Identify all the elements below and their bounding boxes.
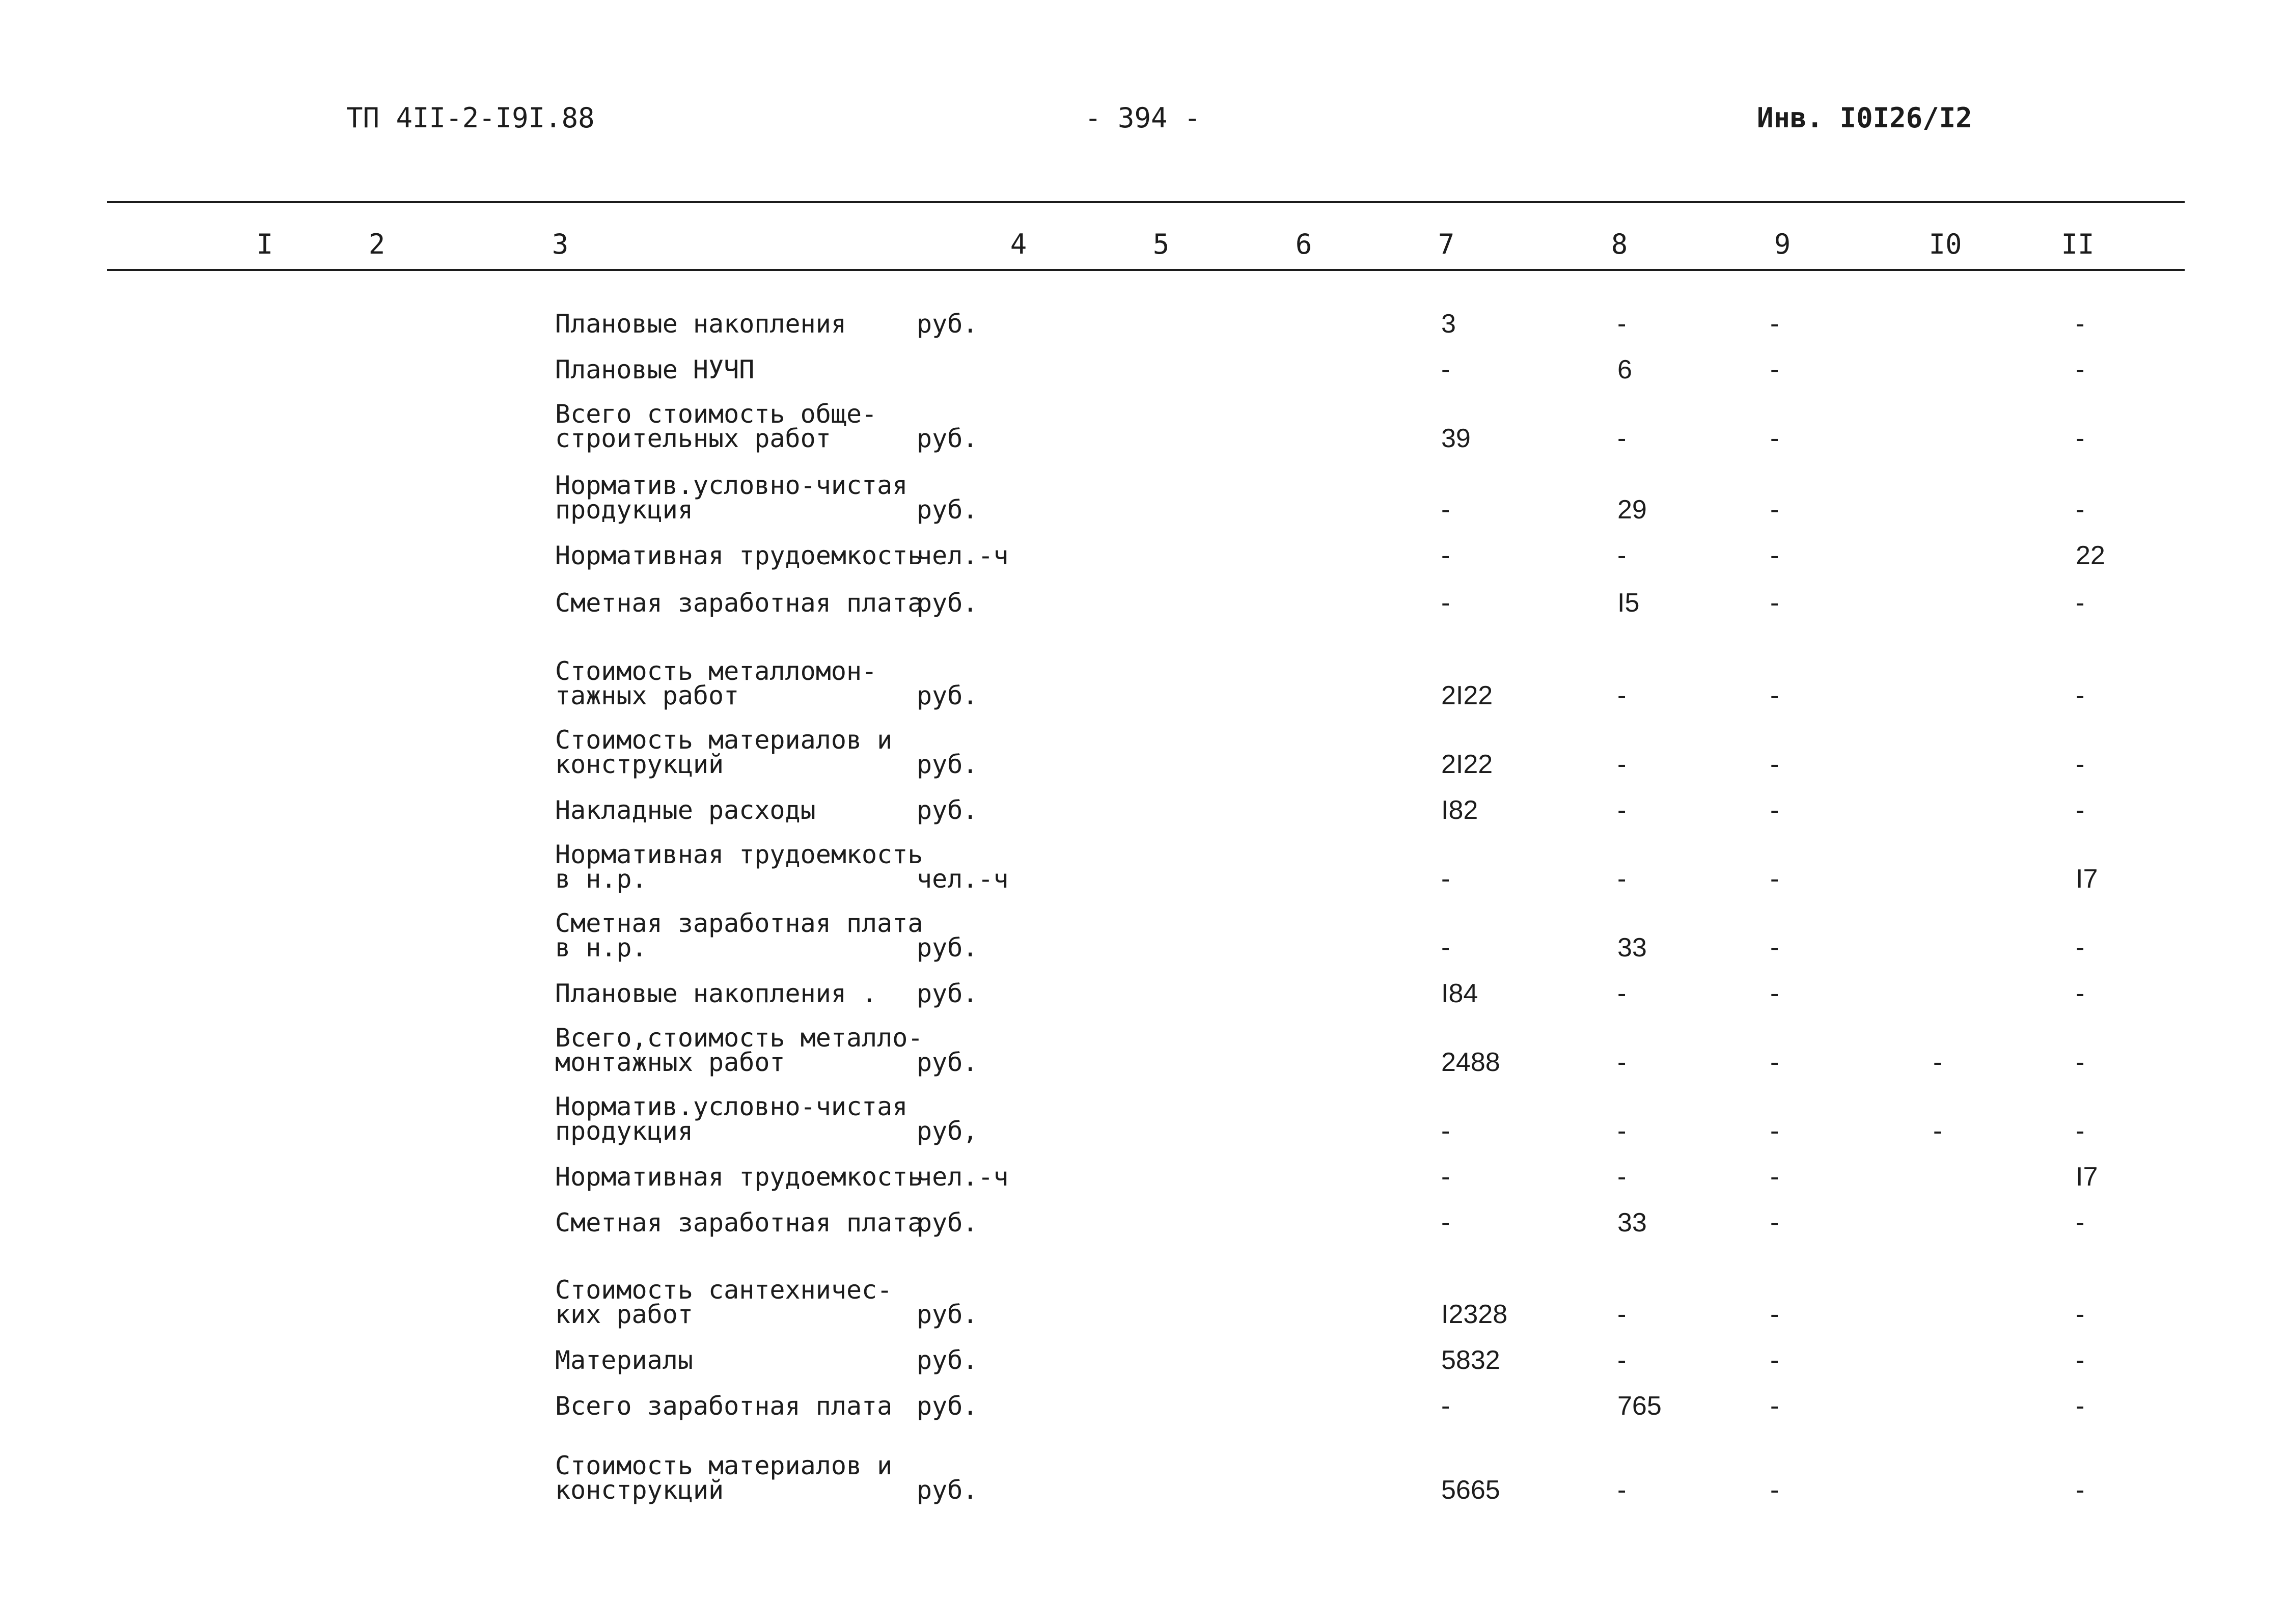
- row-unit: руб.: [917, 1345, 978, 1375]
- row-unit: руб.: [917, 979, 978, 1008]
- cell-col-8: -: [1617, 979, 1627, 1008]
- cell-col-8: -: [1617, 1475, 1627, 1505]
- table-row: [0, 751, 2285, 825]
- cell-col-11: -: [2076, 588, 2085, 618]
- row-label: Сметная заработная плата: [555, 588, 923, 618]
- cell-col-11: -: [2076, 309, 2085, 339]
- cell-col-7: -: [1441, 1391, 1450, 1421]
- table-row: [0, 934, 2285, 1006]
- cell-col-7: 5832: [1441, 1345, 1500, 1375]
- row-label: Стоимость металломон- тажных работ: [555, 656, 877, 710]
- cell-col-8: I5: [1617, 588, 1640, 618]
- row-label: Всего,стоимость металло- монтажных работ: [555, 1023, 923, 1077]
- table-top-rule: [107, 201, 2185, 203]
- row-label: Плановые накопления: [555, 309, 846, 339]
- cell-col-11: -: [2076, 1116, 2085, 1146]
- row-label: Стоимость материалов и конструкций: [555, 1451, 893, 1505]
- cell-col-9: -: [1770, 933, 1779, 962]
- cell-col-8: 33: [1617, 933, 1647, 962]
- cell-col-11: I7: [2076, 1162, 2098, 1192]
- cell-col-9: -: [1770, 864, 1779, 894]
- cell-col-11: -: [2076, 1345, 2085, 1375]
- cell-col-9: -: [1770, 1300, 1779, 1329]
- cell-col-8: -: [1617, 795, 1627, 825]
- page-number: - 394 -: [1085, 102, 1201, 134]
- cell-col-10: -: [1933, 1116, 1942, 1146]
- column-header-11: II: [2061, 228, 2095, 260]
- document-code: ТП 4II-2-I9I.88: [346, 102, 595, 134]
- cell-col-8: -: [1617, 1162, 1627, 1192]
- cell-col-9: -: [1770, 1391, 1779, 1421]
- cell-col-9: -: [1770, 1208, 1779, 1237]
- cell-col-8: -: [1617, 1300, 1627, 1329]
- row-label: Всего стоимость обще- строительных работ: [555, 399, 877, 453]
- cell-col-8: -: [1617, 1048, 1627, 1077]
- column-header-1: I: [256, 228, 273, 260]
- row-unit: руб.: [917, 1475, 978, 1505]
- cell-col-7: I84: [1441, 979, 1478, 1008]
- cell-col-9: -: [1770, 1116, 1779, 1146]
- row-label: Норматив.условно-чистая продукция: [555, 471, 908, 525]
- cell-col-9: -: [1770, 424, 1779, 453]
- column-header-2: 2: [368, 228, 386, 260]
- cell-col-7: -: [1441, 495, 1450, 525]
- cell-col-7: 39: [1441, 424, 1471, 453]
- cell-col-9: -: [1770, 1345, 1779, 1375]
- cell-col-9: -: [1770, 541, 1779, 570]
- cell-col-7: -: [1441, 355, 1450, 384]
- cell-col-7: I2328: [1441, 1300, 1508, 1329]
- cell-col-7: -: [1441, 1162, 1450, 1192]
- row-label: Накладные расходы: [555, 795, 816, 825]
- row-unit: руб.: [917, 309, 978, 339]
- table-row: [0, 379, 2285, 451]
- cell-col-7: 5665: [1441, 1475, 1500, 1505]
- table-row: [0, 541, 2285, 618]
- row-label: Сметная заработная плата: [555, 1208, 923, 1237]
- cell-col-9: -: [1770, 979, 1779, 1008]
- cell-col-9: -: [1770, 1162, 1779, 1192]
- cell-col-8: -: [1617, 1116, 1627, 1146]
- cell-col-10: -: [1933, 1048, 1942, 1077]
- row-label: Стоимость сантехничес- ких работ: [555, 1275, 893, 1329]
- cell-col-8: 29: [1617, 495, 1647, 525]
- column-header-5: 5: [1152, 228, 1170, 260]
- row-unit: чел.-ч: [917, 541, 1009, 570]
- cell-col-9: -: [1770, 750, 1779, 779]
- table-row: [0, 1003, 2285, 1075]
- row-label: Норматив.условно-чистая продукция: [555, 1092, 908, 1146]
- row-unit: руб.: [917, 1208, 978, 1237]
- row-unit: руб.: [917, 795, 978, 825]
- cell-col-11: -: [2076, 1475, 2085, 1505]
- cell-col-7: -: [1441, 541, 1450, 570]
- row-label: Нормативная трудоемкость: [555, 1162, 923, 1192]
- column-header-8: 8: [1611, 228, 1628, 260]
- cell-col-8: -: [1617, 1345, 1627, 1375]
- cell-col-7: 2I22: [1441, 750, 1493, 779]
- cell-col-11: -: [2076, 1048, 2085, 1077]
- cell-col-8: -: [1617, 864, 1627, 894]
- row-unit: руб.: [917, 1048, 978, 1077]
- row-label: Сметная заработная плата в н.р.: [555, 909, 923, 962]
- cell-col-11: -: [2076, 1208, 2085, 1237]
- row-unit: руб,: [917, 1116, 978, 1146]
- cell-col-8: 765: [1617, 1391, 1662, 1421]
- cell-col-8: -: [1617, 750, 1627, 779]
- cell-col-11: -: [2076, 424, 2085, 453]
- cell-col-7: I82: [1441, 795, 1478, 825]
- table-row: [0, 637, 2285, 708]
- cell-col-11: -: [2076, 355, 2085, 384]
- cell-col-7: 2488: [1441, 1048, 1500, 1077]
- cell-col-11: -: [2076, 1391, 2085, 1421]
- cell-col-7: -: [1441, 1208, 1450, 1237]
- cell-col-7: -: [1441, 588, 1450, 618]
- cell-col-9: -: [1770, 795, 1779, 825]
- row-unit: руб.: [917, 933, 978, 962]
- row-unit: руб.: [917, 1300, 978, 1329]
- cell-col-8: -: [1617, 309, 1627, 339]
- cell-col-7: -: [1441, 1116, 1450, 1146]
- cell-col-7: -: [1441, 933, 1450, 962]
- table-row: [0, 1347, 2285, 1421]
- table-row: [0, 1431, 2285, 1505]
- cell-col-8: -: [1617, 681, 1627, 710]
- inventory-number: Инв. I0I26/I2: [1757, 102, 1972, 134]
- row-label: Стоимость материалов и конструкций: [555, 725, 893, 779]
- table-row: [0, 1164, 2285, 1235]
- row-unit: руб.: [917, 681, 978, 710]
- cell-col-11: -: [2076, 495, 2085, 525]
- cell-col-11: I7: [2076, 864, 2098, 894]
- cell-col-8: 6: [1617, 355, 1632, 384]
- cell-col-7: 3: [1441, 309, 1456, 339]
- cell-col-11: -: [2076, 979, 2085, 1008]
- cell-col-11: -: [2076, 750, 2085, 779]
- row-label: Плановые НУЧП: [555, 355, 755, 384]
- cell-col-11: -: [2076, 1300, 2085, 1329]
- column-header-9: 9: [1774, 228, 1791, 260]
- row-label: Нормативная трудоемкость: [555, 541, 923, 570]
- column-header-10: I0: [1929, 228, 1962, 260]
- row-label: Всего заработная плата: [555, 1391, 893, 1421]
- cell-col-11: -: [2076, 681, 2085, 710]
- row-unit: руб.: [917, 588, 978, 618]
- cell-col-9: -: [1770, 355, 1779, 384]
- row-label: Материалы: [555, 1345, 693, 1375]
- row-unit: руб.: [917, 750, 978, 779]
- cell-col-9: -: [1770, 681, 1779, 710]
- cell-col-8: -: [1617, 424, 1627, 453]
- row-label: Нормативная трудоемкость в н.р.: [555, 840, 923, 894]
- cell-col-11: -: [2076, 933, 2085, 962]
- column-header-6: 6: [1295, 228, 1312, 260]
- cell-col-11: 22: [2076, 541, 2105, 570]
- table-row: [0, 820, 2285, 894]
- column-header-7: 7: [1438, 228, 1455, 260]
- row-unit: руб.: [917, 424, 978, 453]
- cell-col-9: -: [1770, 495, 1779, 525]
- row-unit: руб.: [917, 1391, 978, 1421]
- cell-col-7: 2I22: [1441, 681, 1493, 710]
- row-label: Плановые накопления .: [555, 979, 877, 1008]
- cell-col-9: -: [1770, 1048, 1779, 1077]
- cell-col-8: 33: [1617, 1208, 1647, 1237]
- row-unit: руб.: [917, 495, 978, 525]
- cell-col-9: -: [1770, 309, 1779, 339]
- table-row: [0, 311, 2285, 382]
- cell-col-9: -: [1770, 588, 1779, 618]
- cell-col-7: -: [1441, 864, 1450, 894]
- column-header-4: 4: [1010, 228, 1027, 260]
- row-unit: чел.-ч: [917, 1162, 1009, 1192]
- row-unit: чел.-ч: [917, 864, 1009, 894]
- cell-col-11: -: [2076, 795, 2085, 825]
- cell-col-9: -: [1770, 1475, 1779, 1505]
- cell-col-8: -: [1617, 541, 1627, 570]
- column-header-3: 3: [552, 228, 569, 260]
